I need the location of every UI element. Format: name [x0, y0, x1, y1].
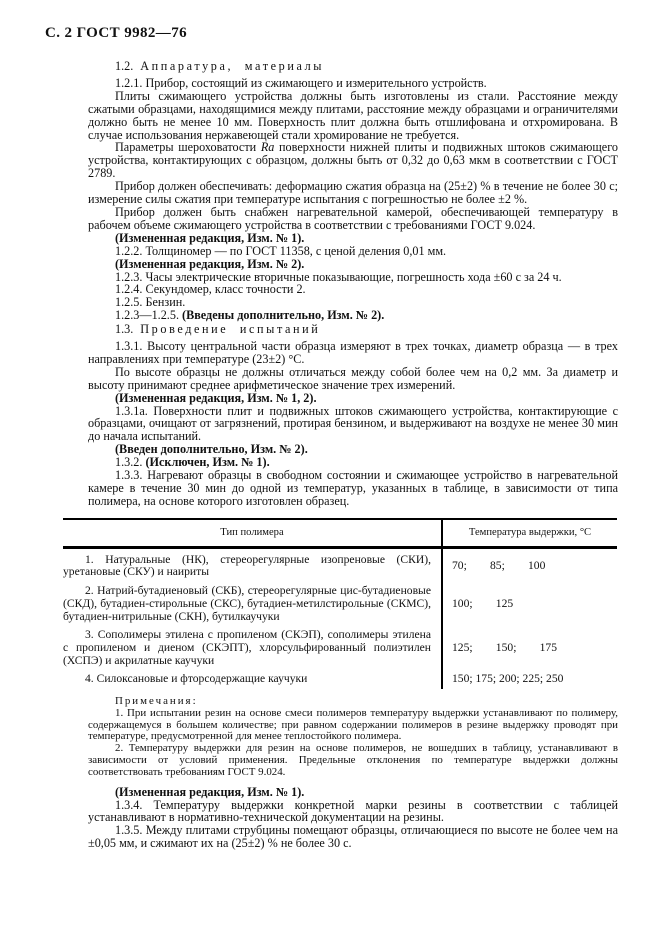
table-row	[63, 670, 617, 689]
section-title: Аппаратура, материалы	[140, 59, 325, 73]
paragraph-roughness	[88, 141, 618, 180]
paragraph-plates: Плиты сжимающего устройства должны быть изготовлены из стали. Расстояние между сжатыми образцами, находящимися между плитами, расстояние между образцами и ограничителями должно быть не менее 10 мм. Поверхность плит должна быть отшлифована и отхромирована. В случае использования нержавеющей стали хромирование не требуется.	[88, 88, 618, 142]
notes-title-text: Примечания:	[115, 695, 198, 708]
polymer-type-cell: 2. Натрий-бутадиеновый (СКБ), стереорегулярные цис-бутадиеновые (СКД), бутадиен-стирольные (СКС), бутадиен-метилстирольные (СКМС), бутадиен-нитрильные (СКН), бутилкаучуки	[63, 584, 431, 623]
clause-number-range: 1.2.3—1.2.5.	[115, 308, 183, 323]
column-header-hold-temperature: Температура выдержки, °С	[442, 519, 617, 547]
table-row	[63, 547, 617, 582]
section-title: Проведение испытаний	[140, 322, 321, 337]
clause-1-2-4: 1.2.4. Секундомер, класс точности 2.	[115, 282, 306, 297]
clause-1-3-1-continued: По высоте образцы не должны отличаться между собой более чем на 0,2 мм. За диаметр и высоту принимают среднее арифметическое значение трех измерений.	[88, 364, 618, 392]
section-heading-1-2	[88, 60, 618, 73]
polymer-type-cell: 4. Силоксановые и фторсодержащие каучуки	[85, 672, 308, 686]
table-header-row	[63, 519, 617, 547]
clause-number: 1.3.2.	[115, 455, 146, 470]
paragraph-roughness-post: поверхности нижней плиты и подвижных штоков сжимающего устройства, контактирующих с образцом, должны быть от 0,32 до 0,63 мкм в соответствии с ГОСТ 2789.	[88, 140, 618, 181]
column-header-polymer-type: Тип полимера	[63, 519, 442, 547]
clause-1-2-3-to-1-2-5	[88, 309, 618, 322]
paragraph-device-capabilities: Прибор должен обеспечивать: деформацию сжатия образца на (25±2) % в течение не более 30 с; измерение силы сжатия при температуре испытания с погрешностью не более ±2 %.	[88, 179, 618, 207]
amendment-note: (Введен дополнительно, Изм. № 2).	[115, 442, 308, 457]
page-header: С. 2 ГОСТ 9982—76	[45, 25, 187, 41]
clause-1-2-1: 1.2.1. Прибор, состоящий из сжимающего и измерительного устройств.	[115, 75, 487, 90]
section-number: 1.2.	[115, 59, 134, 73]
table-row	[63, 626, 617, 670]
clause-1-3-3: 1.3.3. Нагревают образцы в свободном состоянии и сжимающее устройство в нагревательной камере в течение 30 мин до одной из температур, указанных в таблице, в зависимости от типа полимера, на основе которого изготовлен образец.	[88, 468, 618, 508]
clause-1-3-4: 1.3.4. Температуру выдержки конкретной марки резины в соответствии с таблицей устанавливают в нормативно-технической документации на резины.	[88, 797, 618, 825]
notes-block	[88, 696, 618, 779]
clause-1-2-3: 1.2.3. Часы электрические вторичные показывающие, погрешность хода ±60 с за 24 ч.	[115, 269, 562, 284]
amendment-note: (Измененная редакция, Изм. № 1).	[115, 784, 305, 799]
amendment-note: (Измененная редакция, Изм. № 2).	[115, 256, 305, 271]
symbol-ra: Ra	[260, 140, 275, 155]
note-1: 1. При испытании резин на основе смеси полимеров температуру выдержки устанавливают по полимеру, содержащемуся в большем количестве; при равном содержании полимеров в резине выдержку проводят при температуре, предусмотренной для менее теплостойкого полимера.	[88, 706, 618, 743]
temperature-cell: 125; 150; 175	[442, 626, 617, 670]
amendment-note: (Измененная редакция, Изм. № 1).	[115, 230, 305, 245]
polymer-type-cell: 1. Натуральные (НК), стереорегулярные изопреновые (СКИ), уретановые (СКУ) и наириты	[63, 552, 431, 579]
amendment-note: (Исключен, Изм. № 1).	[145, 455, 270, 470]
amendment-note: (Измененная редакция, Изм. № 1, 2).	[115, 390, 317, 405]
temperature-cell: 70; 85; 100	[442, 547, 617, 582]
section-heading-1-3	[88, 323, 618, 336]
clause-1-2-2: 1.2.2. Толщиномер — по ГОСТ 11358, с ценой деления 0,01 мм.	[115, 243, 447, 258]
clause-1-3-5: 1.3.5. Между плитами струбцины помещают образцы, отличающиеся по высоте не более чем на ±0,05 мм, и сжимают их на (25±2) % не более 30 с.	[88, 823, 618, 851]
table-row	[63, 582, 617, 626]
paragraph-heating-chamber: Прибор должен быть снабжен нагревательной камерой, обеспечивающей температуру в рабочем объеме сжимающего устройства в соответствии с требованиями ГОСТ 9.024.	[88, 204, 618, 232]
section-number: 1.3.	[115, 322, 134, 337]
paragraph-roughness-pre: Параметры шероховатости	[115, 140, 261, 155]
clause-1-2-5: 1.2.5. Бензин.	[115, 295, 186, 310]
amendment-note: (Введены дополнительно, Изм. № 2).	[182, 308, 385, 323]
polymer-type-cell: 3. Сополимеры этилена с пропиленом (СКЭП), сополимеры этилена с пропиленом и диеном (СКЭПТ), хлорсульфированный полиэтилен (ХСПЭ) и акрилатные каучуки	[63, 628, 431, 667]
note-2: 2. Температуру выдержки для резин на основе полимеров, не вошедших в таблицу, устанавливают в зависимости от условий применения. Предельные отклонения по температуре выдержки должны соответствовать требованиям ГОСТ 9.024.	[88, 742, 618, 778]
polymer-temperature-table	[63, 518, 617, 689]
document-body	[63, 59, 618, 851]
temperature-cell: 100; 125	[442, 582, 617, 626]
clause-1-3-1: 1.3.1. Высоту центральной части образца измеряют в трех точках, диаметр образца — в трех направлениях при температуре (23±2) °С.	[88, 339, 618, 366]
clause-1-3-1a: 1.3.1а. Поверхности плит и подвижных штоков сжимающего устройства, контактирующие с образцами, очищают от загрязнений, протирая бензином, и выдерживают на воздухе не менее 30 мин до начала испытаний.	[88, 403, 618, 444]
temperature-cell: 150; 175; 200; 225; 250	[442, 670, 617, 689]
